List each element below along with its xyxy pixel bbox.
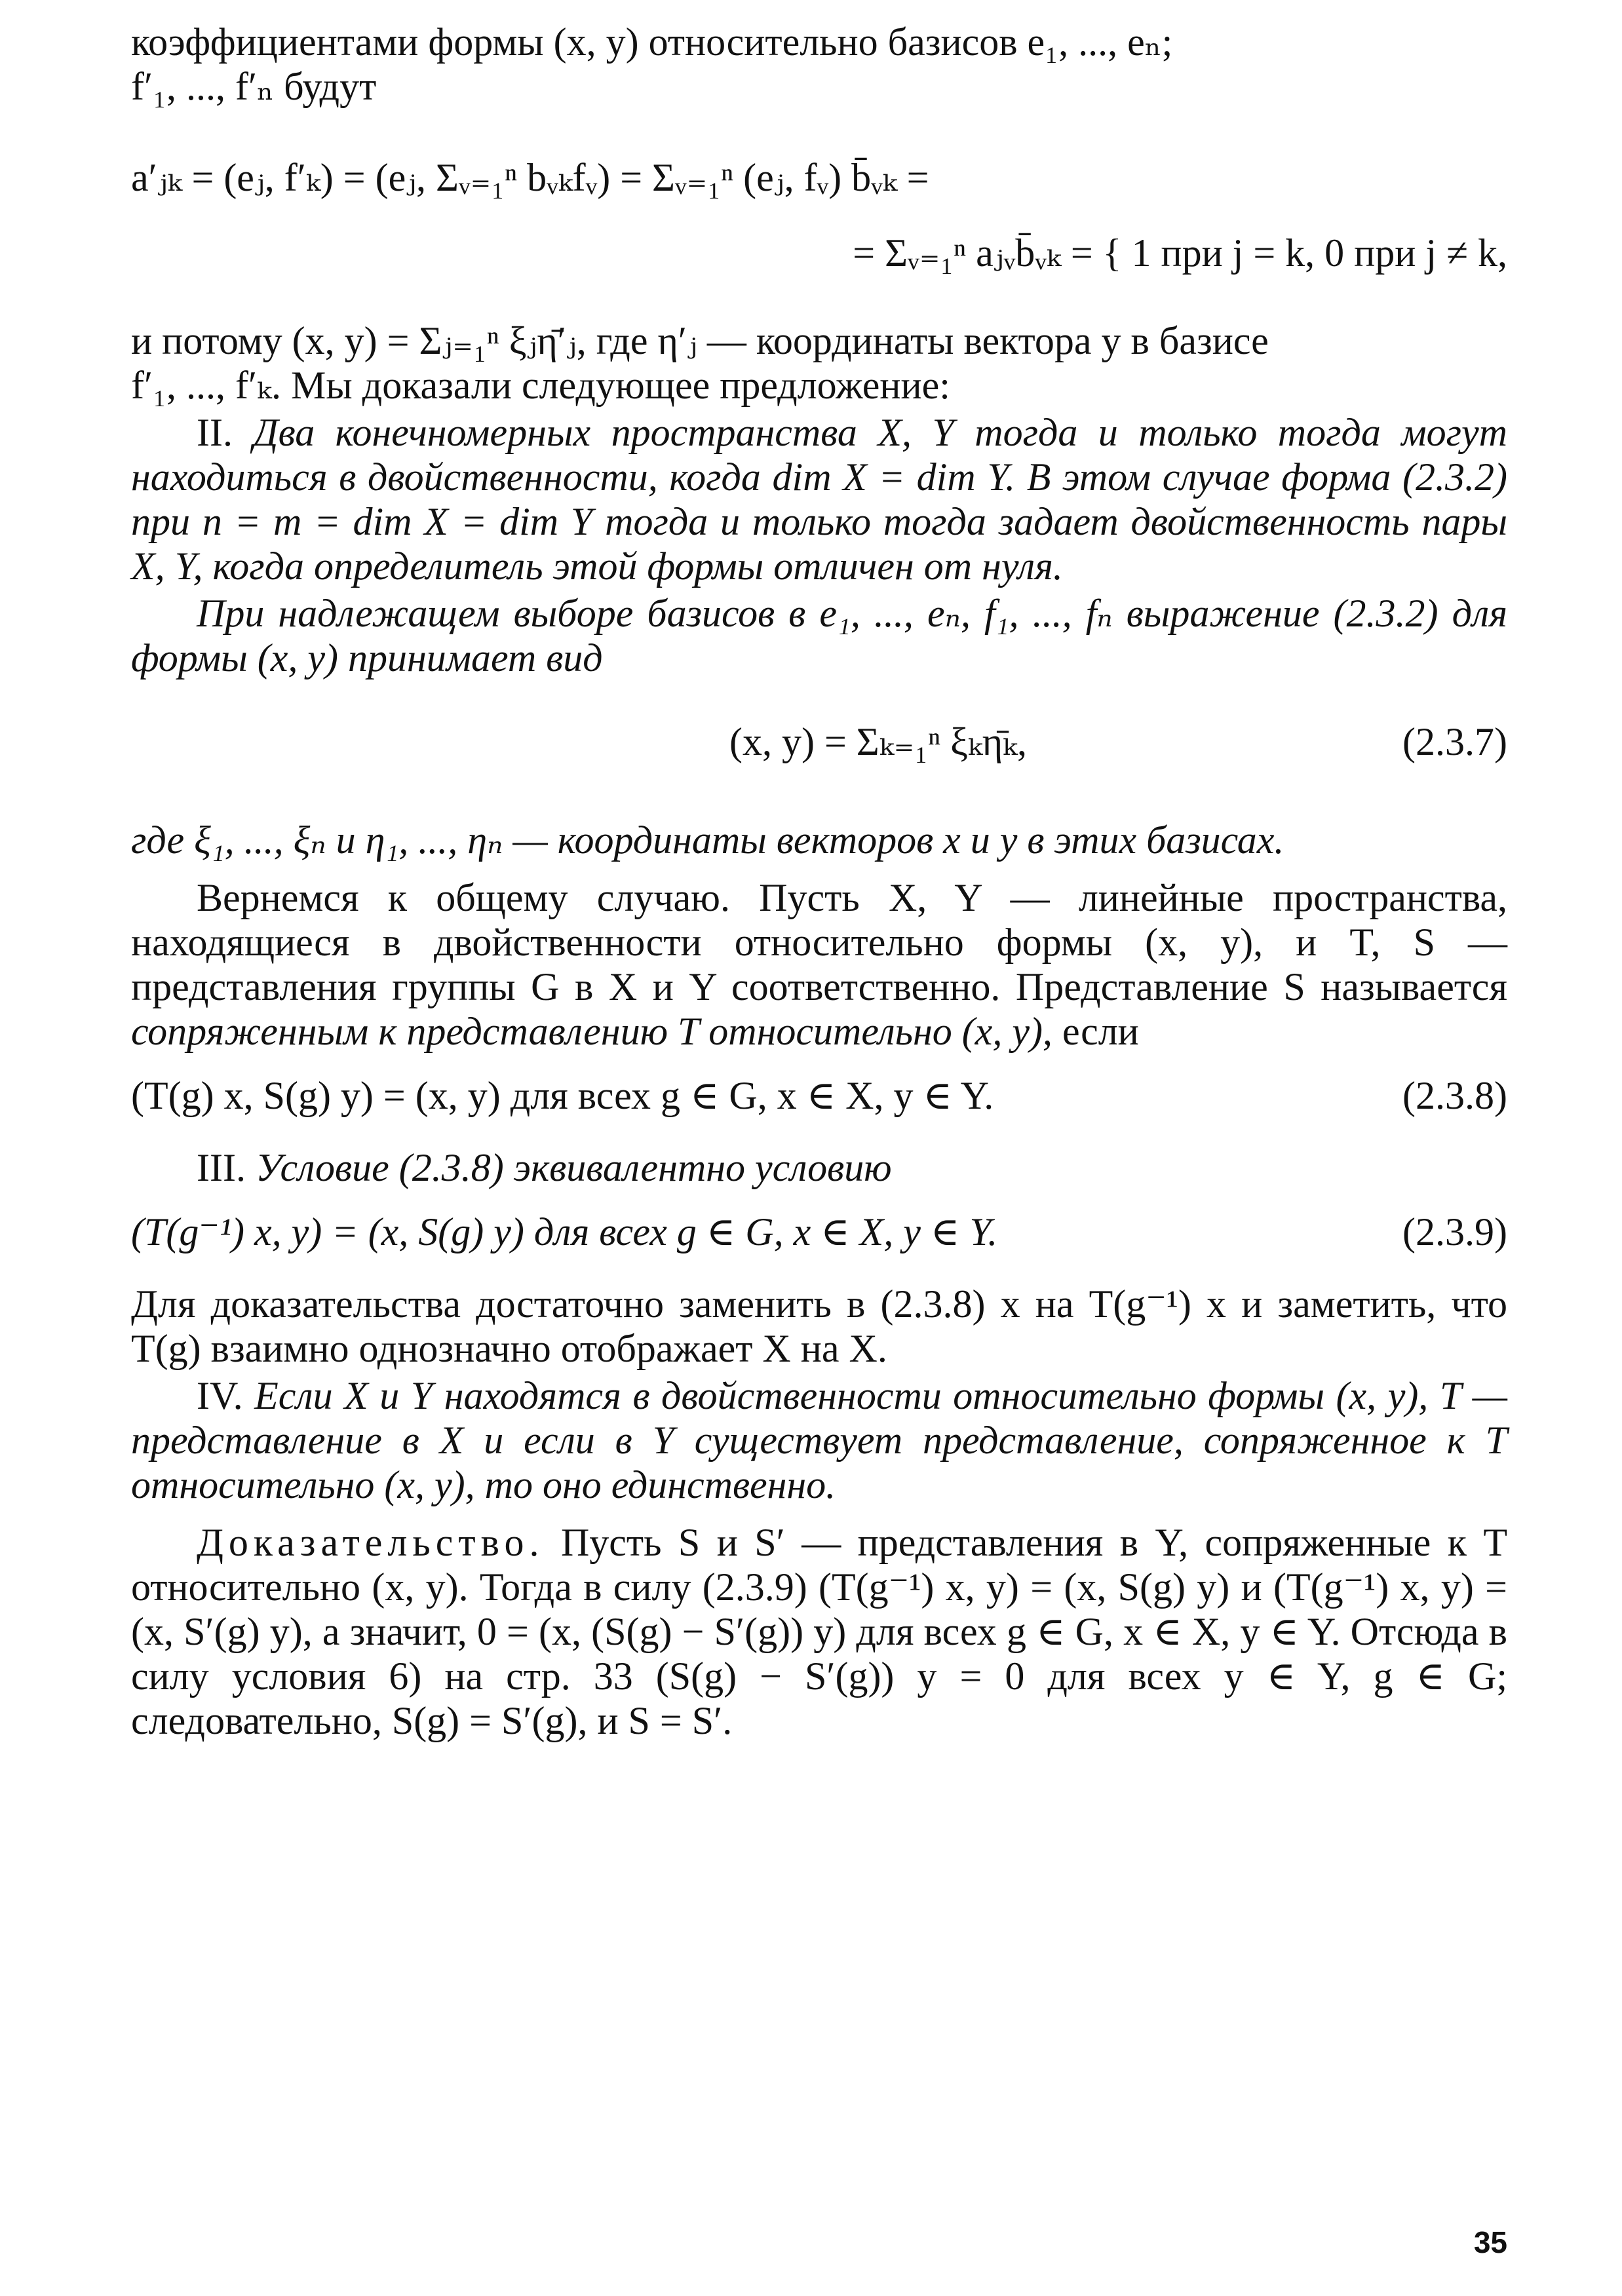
paragraph: Для доказательства достаточно заменить в (2.3.8) x на T(g⁻¹) x и заметить, что T(g) взаимно однозначно отображает X на X. — [131, 1282, 1507, 1370]
equation-2-3-7: (x, y) = Σₖ₌₁ⁿ ξₖη̄ₖ, (2.3.7) — [729, 720, 1507, 763]
equation-2-3-8: (T(g) x, S(g) y) = (x, y) для всех g ∈ G, x ∈ X, y ∈ Y. (2.3.8) — [131, 1074, 1507, 1117]
proposition-4: IV. Если X и Y находятся в двойственности относительно формы (x, y), T — представление в X и если в Y существует представление, сопряженное к T относительно (x, y), то оно единственно. — [131, 1374, 1508, 1506]
page — [131, 20, 1507, 1746]
equation-2-3-9: (T(g⁻¹) x, y) = (x, S(g) y) для всех g ∈ G, x ∈ X, y ∈ Y. (2.3.9) — [131, 1210, 1507, 1253]
proposition-3: III. Условие (2.3.8) эквивалентно условию — [197, 1146, 892, 1189]
proposition-2: II. Два конечномерных пространства X, Y тогда и только тогда могут находиться в двойственности, когда dim X = dim Y. В этом случае форма (2.3.2) при n = m = dim X = dim Y тогда и только тогда задает двойственность пары X, Y, когда определитель этой формы отличен от нуля. — [131, 411, 1507, 588]
paragraph: При надлежащем выборе базисов в e₁, ..., eₙ, f₁, ..., fₙ выражение (2.3.2) для формы (x, y) принимает вид — [131, 592, 1507, 679]
paragraph: где ξ₁, ..., ξₙ и η₁, ..., ηₙ — координаты векторов x и y в этих базисах. — [131, 818, 1284, 862]
text-line: коэффициентами формы (x, y) относительно базисов e₁, ..., eₙ; f′₁, ..., f′ₙ будут — [131, 20, 1173, 108]
page-number: 35 — [1473, 2225, 1507, 2259]
proof: Доказательство. Пусть S и S′ — представления в Y, сопряженные к T относительно (x, y). Тогда в силу (2.3.9) (T(g⁻¹) x, y) = (x, S(g) y) и (T(g⁻¹) x, y) = (x, S′(g) y), а значит, 0 = (x, (S(g) − S′(g)) y) для всех g ∈ G, x ∈ X, y ∈ Y. Отсюда в силу условия 6) на стр. 33 (S(g) − S′(g)) y = 0 для всех y ∈ Y, g ∈ G; следовательно, S(g) = S′(g), и S = S′. — [131, 1521, 1507, 1742]
paragraph: Вернемся к общему случаю. Пусть X, Y — линейные пространства, находящиеся в двойственности относительно формы (x, y), и T, S — представления группы G в X и Y соответственно. Представление S называется сопряженным к представлению T относительно (x, y), если — [131, 876, 1507, 1053]
equation-a-prime: a′ⱼₖ = (eⱼ, f′ₖ) = (eⱼ, Σᵥ₌₁ⁿ bᵥₖfᵥ) = Σᵥ₌₁ⁿ (eⱼ, fᵥ) b̄ᵥₖ = = Σᵥ₌₁ⁿ aⱼᵥb̄ᵥₖ = { 1 при j = k, 0 при j ≠ k, — [131, 156, 1507, 275]
text-line: и потому (x, y) = Σⱼ₌₁ⁿ ξⱼη̄′ⱼ, где η′ⱼ — координаты вектора y в базисе f′₁, ..., f′ₖ. Мы доказали следующее предложение: — [131, 319, 1269, 407]
